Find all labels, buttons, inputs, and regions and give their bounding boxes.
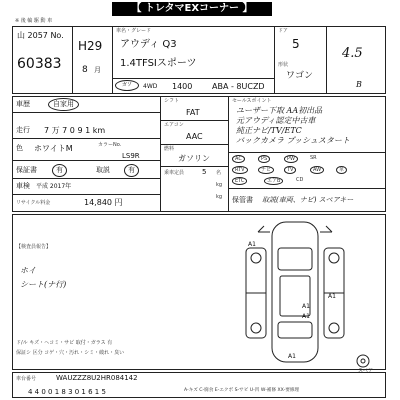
storage-row (228, 188, 386, 212)
body-label: 形状 (278, 62, 289, 68)
equip-item: AW (310, 166, 324, 174)
dimensions: 4 4 0 0 1 8 3 0 1 6 1 5 (28, 388, 106, 396)
lot-box (12, 26, 73, 94)
selling-line: 元アウディ認定中古車 (236, 116, 316, 125)
damage-mark: A1 (328, 293, 336, 300)
code-row: ド/ル キズ・ヘコミ・サビ 取付・ガラス 有 (16, 340, 113, 346)
storage-value: 取説(車両、ナビ) スペアキー (262, 196, 354, 204)
top-note: ※ 後 輪 駆 動 車 (15, 18, 53, 24)
vehicle-make: アウディ Q3 (120, 39, 177, 50)
storage-label: 保管書 (232, 196, 253, 204)
damage-mark: A1 (302, 303, 310, 310)
mid-details (160, 96, 229, 212)
code-row-2: 保証シ 区分 コゲ・穴・汚れ・シミ・破れ・臭い (16, 350, 125, 356)
wheel (329, 253, 339, 263)
equip-item: PS (258, 155, 270, 163)
equip-item: RTV (232, 166, 248, 174)
vin-label: 車台番号 (16, 376, 37, 382)
body-type: ワゴン (286, 71, 314, 81)
color-value: ホワイトM (34, 144, 73, 153)
overall-score: 4.5 (342, 46, 363, 61)
wheel (251, 323, 261, 333)
score-box (326, 26, 386, 94)
shift-label: シフト (164, 98, 180, 104)
vin-number: WAUZZZ8U2HR084142 (56, 374, 138, 382)
model-month-unit: 月 (94, 66, 101, 74)
lot-number: 60383 (17, 56, 62, 72)
mirror (320, 226, 332, 232)
drive-type: 4WD (143, 83, 158, 90)
equip-item: 革 (336, 166, 347, 174)
model-year: H29 (78, 39, 103, 53)
equip-item: SR (310, 155, 317, 161)
selling-points (228, 96, 386, 153)
lot-venue: 山 2057 No. (17, 31, 64, 40)
equip-item: AC (232, 155, 245, 163)
selling-line: ユーザー下取 AA初出品 (236, 106, 323, 115)
door-count: 5 (292, 37, 300, 51)
ac-value: AAC (186, 132, 203, 141)
left-details (12, 96, 161, 212)
windshield (278, 248, 312, 270)
capacity-label: 乗車定員 (164, 170, 185, 176)
color-code: LS9R (122, 152, 140, 160)
selling-line: 純正ナビ/TV/ETC (236, 126, 302, 135)
equip-item: ナビ (258, 166, 274, 174)
equipment-grid (228, 152, 386, 189)
corner-banner: 【 トレタマEXコーナー 】 (112, 2, 272, 16)
spec-row (112, 78, 275, 94)
odo-value: 7 万 7 0 9 1 km (44, 126, 106, 135)
interior-grade: B (356, 80, 362, 89)
spare-tire-icon (356, 354, 370, 368)
roof (280, 276, 310, 316)
car-damage-diagram (240, 218, 350, 368)
spare-label: スペア (358, 368, 374, 374)
model-month: 8 (82, 65, 88, 75)
selling-line: バックカメラ プッシュスタート (236, 136, 350, 145)
name-box (112, 26, 275, 79)
name-label: 車名・グレード (116, 28, 152, 34)
inspection-label: 車検 (16, 182, 30, 190)
usage-label: 車歴 (16, 100, 30, 108)
recycle-value: 14,840 円 (84, 198, 123, 207)
year-box (72, 26, 113, 94)
recycle-label: リサイクル料金 (16, 200, 51, 206)
notes-line: ホイ (20, 266, 36, 275)
damage-legend: A-キズ C-腐食 E-エクボ S-サビ U-凹 W-補修 XX-要修理 (184, 388, 300, 393)
selling-label: セールスポイント (232, 98, 272, 104)
warranty-value: 有 (52, 164, 67, 177)
vehicle-grade: 1.4TFSIスポーツ (120, 58, 197, 69)
door-label: ドア (278, 28, 288, 34)
warranty-label: 保証書 (16, 166, 37, 174)
shift-value: FAT (186, 108, 200, 117)
ac-label: エアコン (164, 122, 184, 128)
wheel (329, 323, 339, 333)
drive-badge: ガソ (115, 80, 139, 91)
color-code-label: カラーNo. (98, 142, 122, 148)
displacement: 1400 (172, 82, 193, 91)
model-code: ABA - 8UCZD (212, 82, 265, 91)
mirror (258, 226, 270, 232)
inspection-value: 平成 2017年 (36, 183, 72, 190)
notes-label: 【検査員報告】 (16, 244, 52, 250)
kg-unit-1: kg (216, 182, 223, 188)
fuel-value: ガソリン (178, 154, 210, 163)
car-body-outline (272, 222, 318, 362)
door-box (274, 26, 327, 94)
equip-item: CD (296, 177, 304, 183)
equip-item: エアB (264, 177, 283, 185)
equip-item: ETC (232, 177, 247, 185)
usage-value: 自家用 (48, 98, 79, 111)
color-label: 色 (16, 144, 23, 152)
notes-line: シート(ナ行) (20, 280, 67, 289)
odo-label: 走行 (16, 126, 30, 134)
damage-mark: A1 (288, 353, 296, 360)
rear-window (278, 322, 312, 338)
equip-item: PW (284, 155, 298, 163)
capacity-unit: 名 (216, 170, 222, 176)
manual-label: 取説 (96, 166, 110, 174)
kg-unit-2: kg (216, 194, 223, 200)
fuel-label: 燃料 (164, 146, 175, 152)
capacity-value: 5 (202, 168, 207, 176)
equip-item: TV (284, 166, 296, 174)
manual-value: 有 (124, 164, 139, 177)
damage-mark: A1 (248, 241, 256, 248)
wheel (251, 253, 261, 263)
damage-mark: A1 (302, 313, 310, 320)
